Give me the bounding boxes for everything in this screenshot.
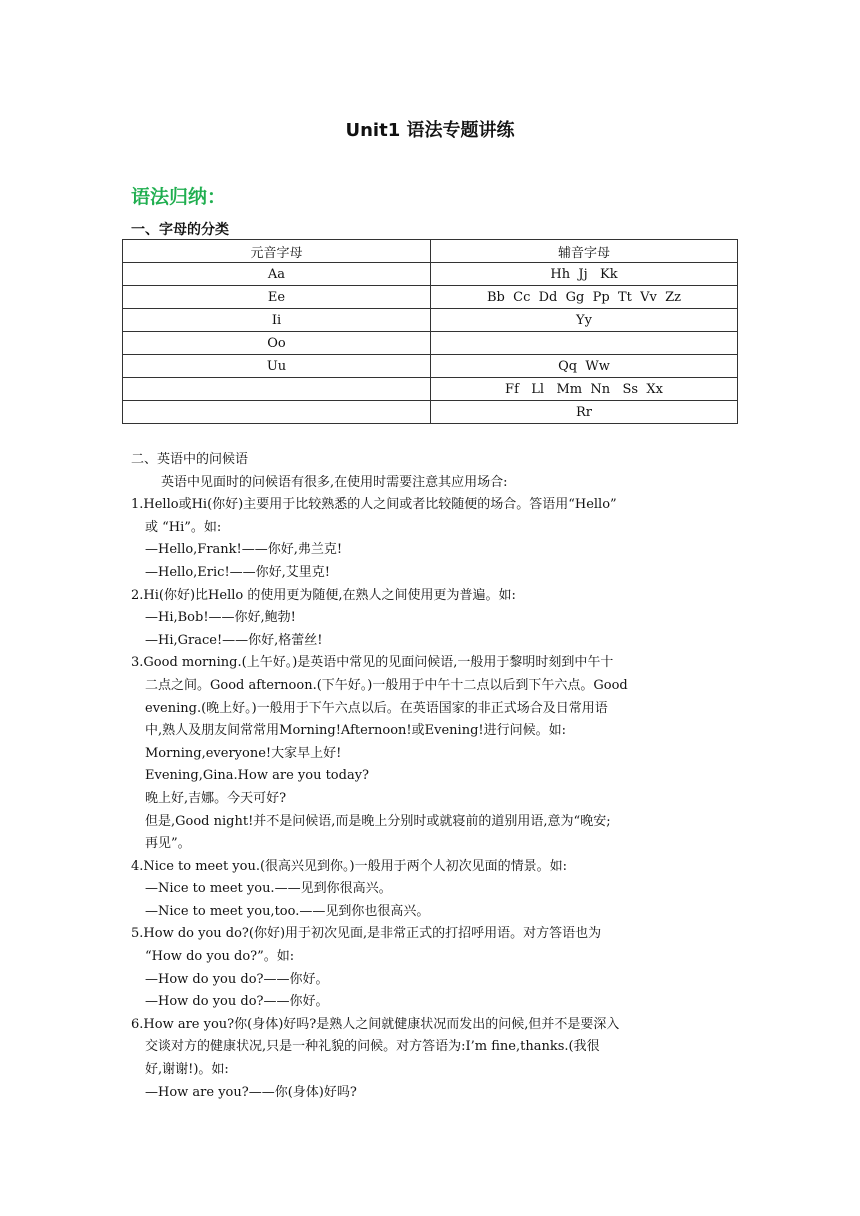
text-line: —How do you do?——你好。 [145,994,329,1010]
text-line: 6.How are you?你(身体)好吗?是熟人之间就健康状况而发出的问候,但并不是要深入 [131,1016,620,1032]
text-line: Evening,Gina.How are you today? [145,768,370,784]
table-header-row [123,240,738,263]
text-line: —How are you?——你(身体)好吗? [145,1084,357,1100]
text-line: —How do you do?——你好。 [145,971,329,987]
consonant-cell: Rr [431,401,738,424]
text-line: 3.Good morning.(上午好。)是英语中常见的见面问候语,一般用于黎明时刻到中午十 [131,655,614,671]
vowel-cell: Aa [123,263,431,286]
consonant-cell: Ff Ll Mm Nn Ss Xx [431,378,738,401]
text-line: Morning,everyone!大家早上好! [145,745,342,761]
text-line: 好,谢谢!)。如: [145,1062,229,1078]
text-line: —Hello,Frank!——你好,弗兰克! [145,542,343,558]
greetings-heading: 二、英语中的问候语 [131,452,249,467]
text-line: 5.How do you do?(你好)用于初次见面,是非常正式的打招呼用语。对方答语也为 [131,926,602,942]
text-line: 晚上好,吉娜。今天可好? [145,790,287,806]
consonant-header: 辅音字母 [431,240,738,263]
table-row [123,263,738,286]
text-line: 中,熟人及朋友间常常用Morning!Afternoon!或Evening!进行问候。如: [145,723,567,739]
text-line: “How do you do?”。如: [145,949,295,965]
consonant-cell: Qq Ww [431,355,738,378]
vowel-cell: Ii [123,309,431,332]
text-line: —Hi,Bob!——你好,鲍勃! [145,610,296,626]
vowel-cell [123,401,431,424]
text-line: 2.Hi(你好)比Hello 的使用更为随便,在熟人之间使用更为普遍。如: [131,587,516,603]
vowel-cell [123,378,431,401]
table-row [123,286,738,309]
letter-classification-heading: 一、字母的分类 [131,222,229,238]
section-heading: 语法归纳： [131,186,227,208]
text-line: 再见”。 [145,836,191,852]
table-row [123,309,738,332]
text-line: 4.Nice to meet you.(很高兴见到你。)一般用于两个人初次见面的情景。如: [131,858,567,874]
table-row [123,378,738,401]
text-line: —Nice to meet you.——见到你很高兴。 [145,881,392,897]
text-line: 但是,Good night!并不是问候语,而是晚上分别时或就寝前的道别用语,意为“晚安; [145,813,611,829]
text-line: —Nice to meet you,too.——见到你也很高兴。 [145,903,430,919]
text-line: 交谈对方的健康状况,只是一种礼貌的问候。对方答语为:I’m fine,thanks.(我很 [145,1039,600,1055]
greetings-section [131,449,741,1104]
greetings-intro: 英语中见面时的问候语有很多,在使用时需要注意其应用场合: [161,474,508,490]
text-line: 或 “Hi”。如: [145,519,222,535]
vowel-cell: Uu [123,355,431,378]
text-line: evening.(晚上好。)一般用于下午六点以后。在英语国家的非正式场合及日常用语 [145,700,608,716]
text-line: 二点之间。Good afternoon.(下午好。)一般用于中午十二点以后到下午六点。Good [145,677,628,693]
text-line: —Hello,Eric!——你好,艾里克! [145,564,331,580]
text-line: —Hi,Grace!——你好,格蕾丝! [145,632,323,648]
letter-table [122,239,738,424]
consonant-cell: Bb Cc Dd Gg Pp Tt Vv Zz [431,286,738,309]
vowel-header: 元音字母 [123,240,431,263]
consonant-cell: Hh Jj Kk [431,263,738,286]
vowel-cell: Oo [123,332,431,355]
vowel-cell: Ee [123,286,431,309]
table-row [123,355,738,378]
table-row [123,401,738,424]
page-title: Unit1 语法专题讲练 [345,120,515,141]
consonant-cell [431,332,738,355]
consonant-cell: Yy [431,309,738,332]
text-line: 1.Hello或Hi(你好)主要用于比较熟悉的人之间或者比较随便的场合。答语用“Hello” [131,497,617,513]
table-row [123,332,738,355]
